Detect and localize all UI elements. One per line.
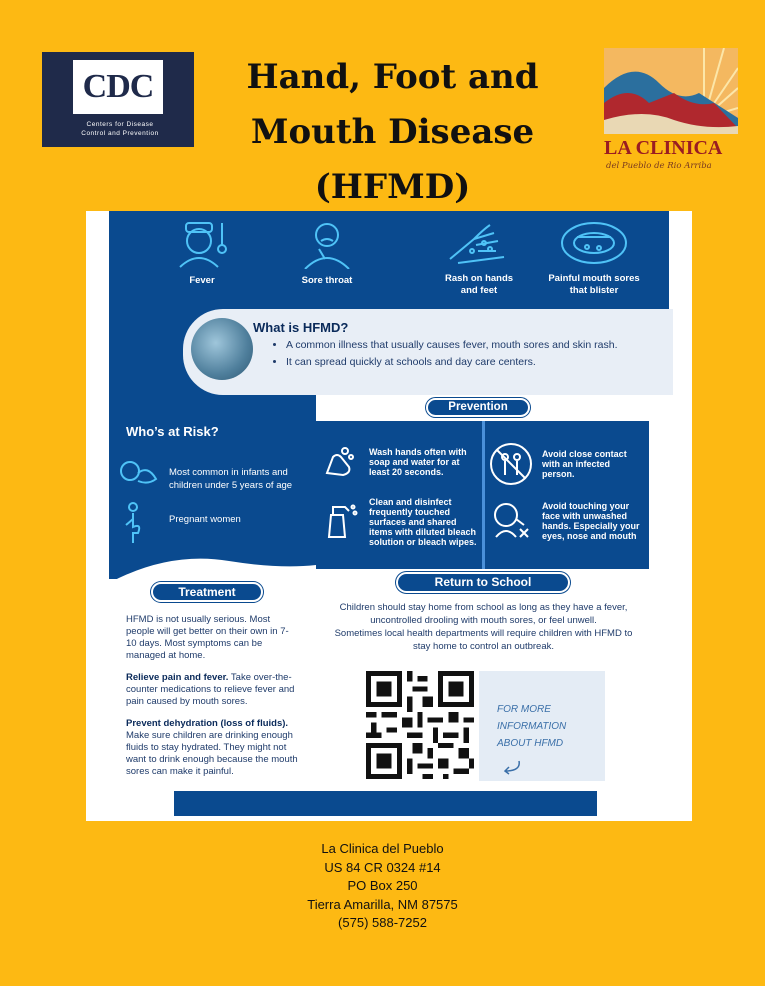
- risk-item-pregnant: Pregnant women: [169, 514, 241, 525]
- prevention-divider: [482, 421, 485, 569]
- symptom-mouth-sores: Painful mouth sores that blister: [539, 211, 649, 297]
- more-info-text: FOR MORE INFORMATION ABOUT HFMD: [497, 704, 567, 749]
- clinic-phone[interactable]: (575) 588-7252: [338, 915, 427, 930]
- handwash-icon: [321, 443, 357, 479]
- risk-item-infants: Most common in infants and children under 5 years of age: [169, 467, 293, 491]
- cdc-logo: [42, 52, 194, 147]
- mouth-icon: [559, 219, 629, 267]
- address-street: US 84 CR 0324 #14: [324, 859, 441, 875]
- prevention-title: Prevention: [426, 398, 530, 417]
- list-item: • It can spread quickly at schools and day care centers.: [286, 355, 646, 370]
- treatment-pain: Relieve pain and fever. Take over-the-counter medications to relieve fever and pain caused by mouth sores.: [126, 672, 295, 707]
- footer-bar: [174, 791, 597, 816]
- infant-icon: [118, 459, 158, 487]
- symptom-rash: Rash on hands and feet: [429, 211, 529, 297]
- fever-icon: [172, 219, 232, 269]
- curved-arrow-icon: [499, 759, 523, 775]
- treatment-text: [126, 614, 298, 788]
- symptoms-band: [109, 211, 669, 309]
- prevention-no-touch-face: Avoid touching your face with unwashed hands. Especially your eyes, nose and mouth: [542, 501, 640, 541]
- pregnant-icon: [122, 501, 146, 545]
- la-clinica-logo-text: LA CLINICA: [604, 137, 723, 159]
- treatment-title: Treatment: [151, 582, 263, 602]
- cdc-logo-mark: CDC: [73, 60, 163, 114]
- cdc-logo-subtitle: Centers for Disease Control and Prevention: [81, 121, 159, 137]
- wave-divider: [109, 551, 316, 583]
- prevention-no-contact: Avoid close contact with an infected person.: [542, 449, 627, 479]
- risk-title: Who’s at Risk?: [126, 424, 219, 439]
- no-touch-face-icon: [490, 499, 530, 539]
- qr-code[interactable]: [366, 671, 474, 779]
- page-title: Hand, Foot and Mouth Disease (HFMD): [246, 57, 539, 207]
- prevention-handwash: Wash hands often with soap and water for at least 20 seconds.: [369, 447, 467, 477]
- prevention-disinfect: Clean and disinfect frequently touched surfaces and shared items with diluted bleach solution or bleach wipes.: [369, 497, 477, 547]
- la-clinica-logo: [604, 48, 738, 173]
- what-is-hfmd-title: What is HFMD?: [253, 320, 349, 335]
- what-is-hfmd-list: [286, 338, 646, 372]
- rash-icon: [444, 219, 514, 267]
- list-item: • A common illness that usually causes fever, mouth sores and skin rash.: [286, 338, 646, 353]
- symptom-sore-throat: Sore throat: [287, 211, 367, 287]
- clinic-name: La Clinica del Pueblo: [321, 841, 444, 856]
- clinic-address: [0, 840, 765, 933]
- no-contact-icon: [488, 441, 534, 487]
- spray-icon: [321, 501, 359, 539]
- address-city: Tierra Amarilla, NM 87575: [307, 896, 458, 912]
- more-info-box: [479, 671, 605, 781]
- return-to-school-title: Return to School: [396, 572, 570, 593]
- fact-sheet: [86, 211, 692, 821]
- treatment-intro: HFMD is not usually serious. Most people will get better on their own in 7-10 days. Most symptoms can be managed at home.: [126, 614, 289, 661]
- sore-throat-icon: [297, 219, 357, 269]
- treatment-dehydration: Prevent dehydration (loss of fluids). Make sure children are drinking enough fluids to stay hydrated. They might not want to drink enough because the mouth sores can make it painful.: [126, 718, 298, 777]
- virus-image: [191, 318, 253, 380]
- la-clinica-logo-subtext: del Pueblo de Rio Arriba: [606, 161, 712, 171]
- symptom-fever: Fever: [167, 211, 237, 287]
- return-to-school-text: Children should stay home from school as long as they have a fever, uncontrolled drooling with mouth sores, or feel unwell. Sometimes local health departments will require children with HFMD to stay home to control an outbreak.: [334, 602, 633, 652]
- address-po-box: PO Box 250: [347, 878, 418, 893]
